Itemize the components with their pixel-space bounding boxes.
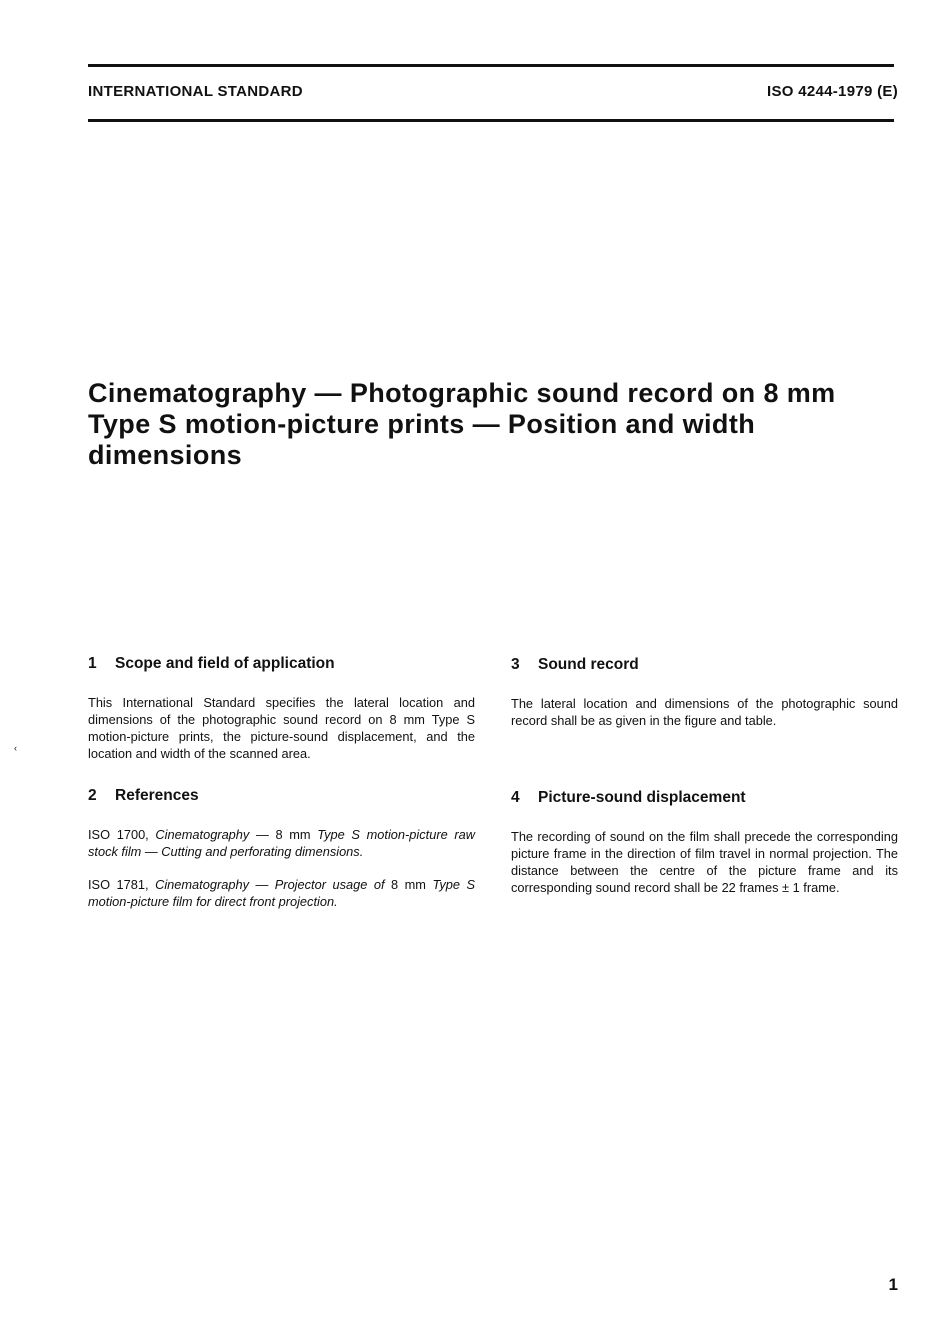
margin-mark: ‹ xyxy=(14,743,17,753)
document-type: INTERNATIONAL STANDARD xyxy=(88,83,303,100)
section-number: 3 xyxy=(511,656,520,673)
section-heading xyxy=(511,656,898,674)
reference-plain-part: 8 mm xyxy=(391,877,433,892)
standard-number: ISO 4244-1979 (E) xyxy=(766,83,898,100)
document-title: Cinematography — Photographic sound record on 8 mm Type S motion-picture prints — Position and width dimensions xyxy=(88,378,836,470)
section-title: Scope and field of application xyxy=(115,655,335,672)
section-title: Sound record xyxy=(538,656,639,673)
section-title: References xyxy=(115,787,199,804)
section-number: 1 xyxy=(88,655,97,672)
section-number: 4 xyxy=(511,789,520,806)
reference-item xyxy=(88,876,475,910)
page-number: 1 xyxy=(888,1275,898,1294)
reference-plain-part: 8 mm xyxy=(275,827,318,842)
reference-id: ISO 1781, xyxy=(88,877,156,892)
section-body: The lateral location and dimensions of the photographic sound record shall be as given in the figure and table. xyxy=(511,696,898,728)
section-body: The recording of sound on the film shall precede the corresponding picture frame in the direction of film travel in normal projection. The distance between the centre of the picture frame and its corresponding sound record shall be 22 frames ± 1 frame. xyxy=(511,829,898,895)
section-body: This International Standard specifies the lateral location and dimensions of the photographic sound record on 8 mm Type S motion-picture prints, the picture-sound displacement, and the location and width of the scanned area. xyxy=(88,695,475,761)
reference-title-part: Cinematography — Projector usage of xyxy=(155,877,392,892)
reference-item xyxy=(88,826,475,860)
reference-title-part: Type S motion-picture film for direct front projection. xyxy=(88,877,475,909)
section-picture-sound-displacement xyxy=(511,789,898,896)
section-scope xyxy=(88,655,475,762)
header-rule-top xyxy=(88,64,894,67)
section-number: 2 xyxy=(88,787,97,804)
reference-id: ISO 1700, xyxy=(88,827,156,842)
reference-title-part: Type S motion-picture raw stock film — Cutting and perforating dimensions. xyxy=(88,827,475,859)
section-heading xyxy=(88,787,475,805)
header-rule-bottom xyxy=(88,119,894,122)
section-heading xyxy=(88,655,475,673)
section-sound-record xyxy=(511,656,898,729)
reference-title-part: Cinematography — xyxy=(155,827,276,842)
section-references xyxy=(88,787,475,926)
section-title: Picture-sound displacement xyxy=(538,789,746,806)
section-heading xyxy=(511,789,898,807)
